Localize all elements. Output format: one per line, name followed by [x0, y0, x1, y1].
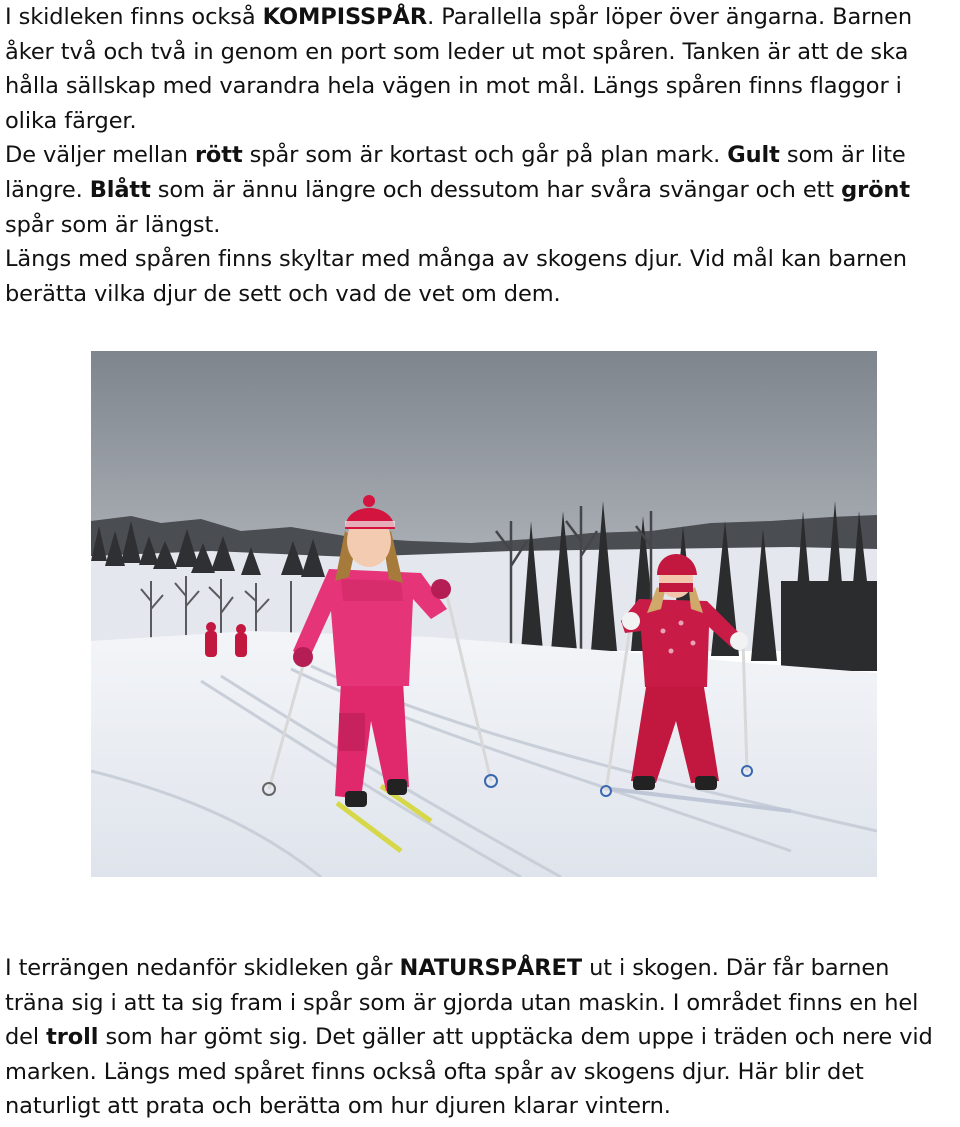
- intro-p3-text-1: Längs med spåren finns skyltar med många av skogens djur. Vid mål kan barnen berätta vilka djur de sett och vad de vet om dem.: [5, 246, 907, 307]
- intro-p2-text-1: De väljer mellan: [5, 142, 195, 169]
- naturspar-text-block: [5, 951, 955, 1124]
- intro-text-block: [5, 0, 955, 311]
- red-track-label: rött: [194, 142, 243, 169]
- intro-paragraph-kompisspar: [5, 0, 955, 138]
- kompisspar-heading: KOMPISSPÅR: [262, 4, 428, 30]
- green-track-label: grönt: [841, 176, 910, 203]
- nature-text-2: ut i skogen. Där får barnen träna sig i att ta sig fram i spår som är gjorda utan maskin. I området finns en hel del: [5, 955, 919, 1051]
- intro-p1-text-1: I skidleken finns också: [5, 4, 263, 30]
- nature-text-3: som har gömt sig. Det gäller att upptäcka dem uppe i träden och nere vid marken. Längs med spåret finns också ofta spår av skogens djur. Här blir det naturligt att prata och berätta om hur djuren klarar vintern.: [5, 1024, 933, 1120]
- sky: [91, 351, 877, 551]
- intro-p2-text-3: som är lite längre.: [5, 142, 906, 203]
- troll-label: troll: [46, 1024, 99, 1051]
- blue-track-label: Blått: [89, 176, 151, 203]
- intro-p2-text-5: spår som är längst.: [5, 211, 221, 238]
- naturspar-paragraph: [5, 951, 955, 1124]
- intro-p2-text-2: spår som är kortast och går på plan mark.: [242, 142, 728, 169]
- intro-p2-text-4: som är ännu längre och dessutom har svåra svängar och ett: [150, 176, 842, 203]
- skiing-children-photo: [91, 351, 877, 877]
- nature-text-1: I terrängen nedanför skidleken går: [5, 955, 400, 981]
- naturspar-heading: NATURSPÅRET: [399, 955, 583, 981]
- intro-paragraph-colors: [5, 138, 955, 242]
- intro-p1-text-2: . Parallella spår löper över ängarna. Barnen åker två och två in genom en port som leder ut mot spåren. Tanken är att de ska hålla sällskap med varandra hela vägen in mot mål. Längs spåren finns flaggor i olika färger.: [5, 4, 913, 134]
- yellow-track-label: Gult: [727, 142, 780, 169]
- intro-paragraph-animals: [5, 242, 955, 311]
